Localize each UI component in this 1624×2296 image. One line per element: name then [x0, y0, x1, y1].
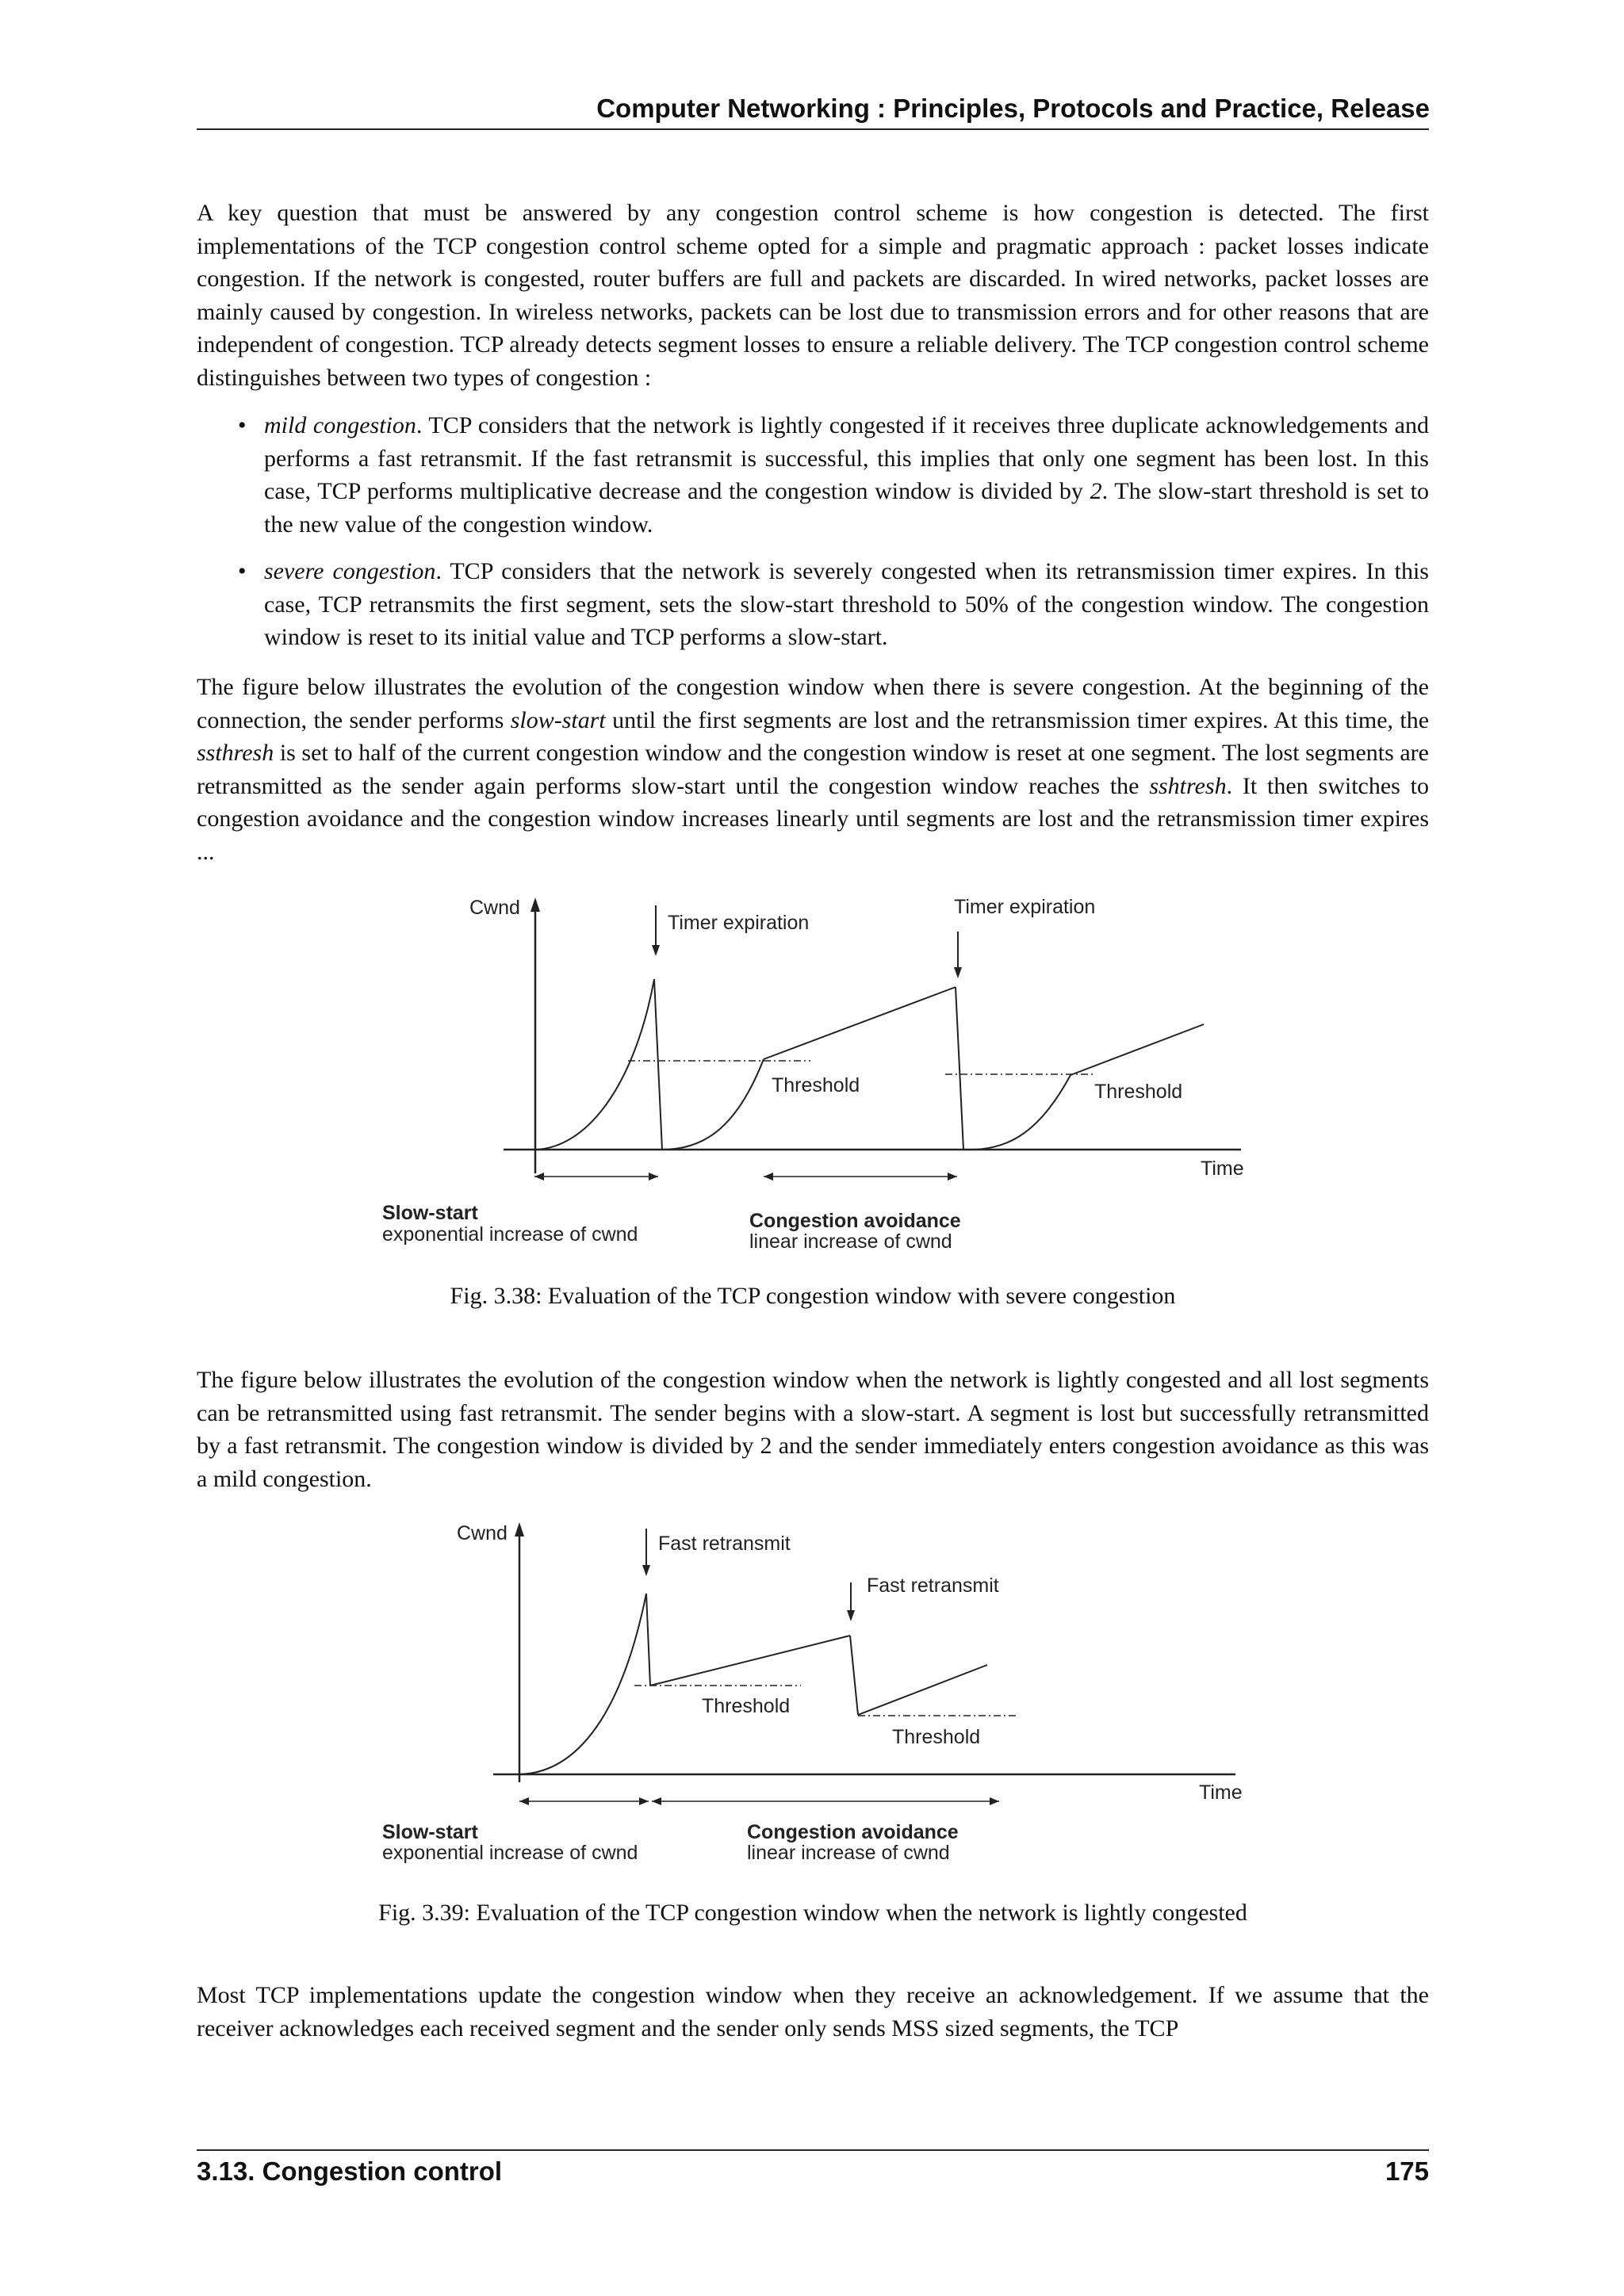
- paragraph-window-update: Most TCP implementations update the congestion window when they receive an acknowledgement. If we assume that the receiver acknowledges each received segment and the sender only sends MSS sized segments, the TCP: [197, 1982, 1429, 2042]
- mild-emph: 2: [1090, 478, 1102, 504]
- cwnd-linear-2: [858, 1665, 987, 1715]
- cwnd-drop-1: [646, 1594, 650, 1686]
- paragraph-congestion-detection: A key question that must be answered by any congestion control scheme is how congestion is detected. The first implementations of the TCP congestion control scheme opted for a simple and pragmatic approach : packet losses indicate congestion. If the network is congested, router buffers are full and packets are discarded. In wired networks, packet losses are mainly caused by congestion. In wireless networks, packets can be lost due to transmission errors and for other reasons that are independent of congestion. TCP already detects segment losses to ensure a reliable delivery. The TCP congestion control scheme distinguishes between two types of congestion :: [197, 200, 1429, 391]
- phase-range-2-right-arrow: [990, 1797, 999, 1805]
- para2-ssthresh: ssthresh: [197, 740, 274, 766]
- para2-e: is set to half of the current congestion window and the congestion window is reset at one segment. The lost segments are retransmitted as the sender again performs slow-start until the congestion window reaches the: [197, 740, 1429, 799]
- term-mild-congestion: mild congestion: [264, 412, 416, 438]
- cwnd-linear-2: [1071, 1024, 1204, 1075]
- phase-range-1-right-arrow: [639, 1797, 649, 1805]
- y-axis-label: Cwnd: [457, 1522, 508, 1544]
- mild-text-b: . The slow-start threshold is set to the new value of the congestion window.: [264, 478, 1429, 538]
- phase-range-1-right-arrow: [649, 1173, 658, 1181]
- cwnd-drop-1: [654, 979, 662, 1150]
- threshold-label-1: Threshold: [772, 1074, 860, 1096]
- phase1-subtitle: exponential increase of cwnd: [382, 1842, 638, 1864]
- header-rule: [197, 128, 1429, 130]
- phase-range-2-left-arrow: [652, 1797, 661, 1805]
- x-axis-label: Time: [1201, 1158, 1244, 1180]
- mild-text-a: . TCP considers that the network is lightly congested if it receives three duplicate acknowledgements and performs a fast retransmit. If the fast retransmit is successful, this implies that only one segment has been lost. In this case, TCP performs multiplicative decrease and the congestion window is divided by: [264, 412, 1429, 504]
- cwnd-drop-2: [956, 987, 963, 1150]
- bullet-marker: •: [238, 412, 247, 438]
- footer-section-title: 3.13. Congestion control: [197, 2156, 503, 2186]
- event-arrowhead-1: [642, 1565, 650, 1576]
- para2-c: until the first segments are lost and the retransmission timer expires. At this time, the: [605, 706, 1430, 733]
- event-label-1: Timer expiration: [668, 912, 810, 934]
- figure2-caption: Fig. 3.39: Evaluation of the TCP congestion window when the network is lightly congested: [378, 1900, 1247, 1926]
- phase-range-1-left-arrow: [519, 1797, 529, 1805]
- cwnd-slow-start: [519, 1594, 646, 1774]
- phase2-subtitle: linear increase of cwnd: [749, 1230, 952, 1253]
- phase2-title: Congestion avoidance: [747, 1821, 959, 1843]
- event-arrowhead-2: [847, 1610, 855, 1621]
- paragraph-mild-figure-intro: The figure below illustrates the evolution of the congestion window when the network is lightly congested and all lost segments can be retransmitted using fast retransmit. The sender begins with a slow-start. A segment is lost but successfully retransmitted by a fast retransmit. The congestion window is divided by 2 and the sender immediately enters congestion avoidance as this was a mild congestion.: [197, 1367, 1429, 1492]
- x-axis-label: Time: [1199, 1781, 1243, 1804]
- cwnd-slow-start-3: [963, 1075, 1071, 1150]
- list-item-mild-congestion: [197, 409, 1429, 541]
- congestion-types-list: [197, 409, 1429, 668]
- figure-severe-congestion: [373, 888, 1261, 1257]
- event-label-2: Timer expiration: [954, 896, 1096, 918]
- list-item-severe-congestion: [197, 555, 1429, 654]
- cwnd-slow-start-2: [662, 1059, 764, 1150]
- paragraph-severe-figure-intro: [197, 671, 1429, 868]
- event-arrowhead-1: [652, 945, 660, 956]
- y-axis-arrow: [515, 1522, 524, 1536]
- cwnd-linear-1: [764, 987, 956, 1059]
- bullet-marker: •: [238, 558, 247, 584]
- cwnd-slow-start-1: [535, 979, 654, 1150]
- page-number: 175: [1385, 2156, 1429, 2186]
- para2-sshtresh: sshtresh: [1149, 772, 1227, 799]
- term-severe-congestion: severe congestion: [264, 558, 436, 584]
- phase1-subtitle: exponential increase of cwnd: [382, 1223, 638, 1246]
- cwnd-linear-1: [650, 1636, 850, 1686]
- para2-g: . It then switches to congestion avoidance and the congestion window increases linearly until segments are lost and the retransmission timer expires ...: [197, 772, 1429, 865]
- threshold-label-2: Threshold: [1094, 1081, 1183, 1103]
- threshold-label-2: Threshold: [892, 1726, 981, 1748]
- threshold-label-1: Threshold: [702, 1695, 791, 1717]
- cwnd-drop-2: [850, 1636, 858, 1715]
- event-label-2: Fast retransmit: [867, 1575, 999, 1597]
- phase1-title: Slow-start: [382, 1202, 478, 1224]
- event-arrowhead-2: [954, 967, 962, 978]
- running-header: Computer Networking : Principles, Protocols and Practice, Release: [596, 94, 1430, 123]
- phase-range-2-left-arrow: [764, 1173, 773, 1181]
- phase1-title: Slow-start: [382, 1821, 478, 1843]
- para2-a: The figure below illustrates the evolution of the congestion window when there is severe congestion. At the beginning of the connection, the sender performs: [197, 674, 1429, 733]
- figure-mild-congestion: [373, 1513, 1261, 1873]
- phase2-subtitle: linear increase of cwnd: [747, 1842, 950, 1864]
- figure1-caption: Fig. 3.38: Evaluation of the TCP congestion window with severe congestion: [450, 1283, 1176, 1309]
- event-label-1: Fast retransmit: [658, 1533, 791, 1555]
- severe-text-a: . TCP considers that the network is severely congested when its retransmission timer expires. In this case, TCP retransmits the first segment, sets the slow-start threshold to 50% of the congestion window. The congestion window is reset to its initial value and TCP performs a slow-start.: [264, 558, 1429, 650]
- footer-rule: [197, 2149, 1429, 2151]
- figure-mild-congestion-svg: [373, 1513, 1261, 1869]
- y-axis-label: Cwnd: [469, 897, 520, 919]
- para2-slow-start: slow-start: [510, 706, 606, 733]
- phase-range-1-left-arrow: [534, 1173, 544, 1181]
- figure-severe-congestion-svg: [373, 888, 1261, 1253]
- y-axis-arrow: [530, 897, 540, 912]
- phase-range-2-right-arrow: [948, 1173, 957, 1181]
- phase2-title: Congestion avoidance: [749, 1210, 961, 1232]
